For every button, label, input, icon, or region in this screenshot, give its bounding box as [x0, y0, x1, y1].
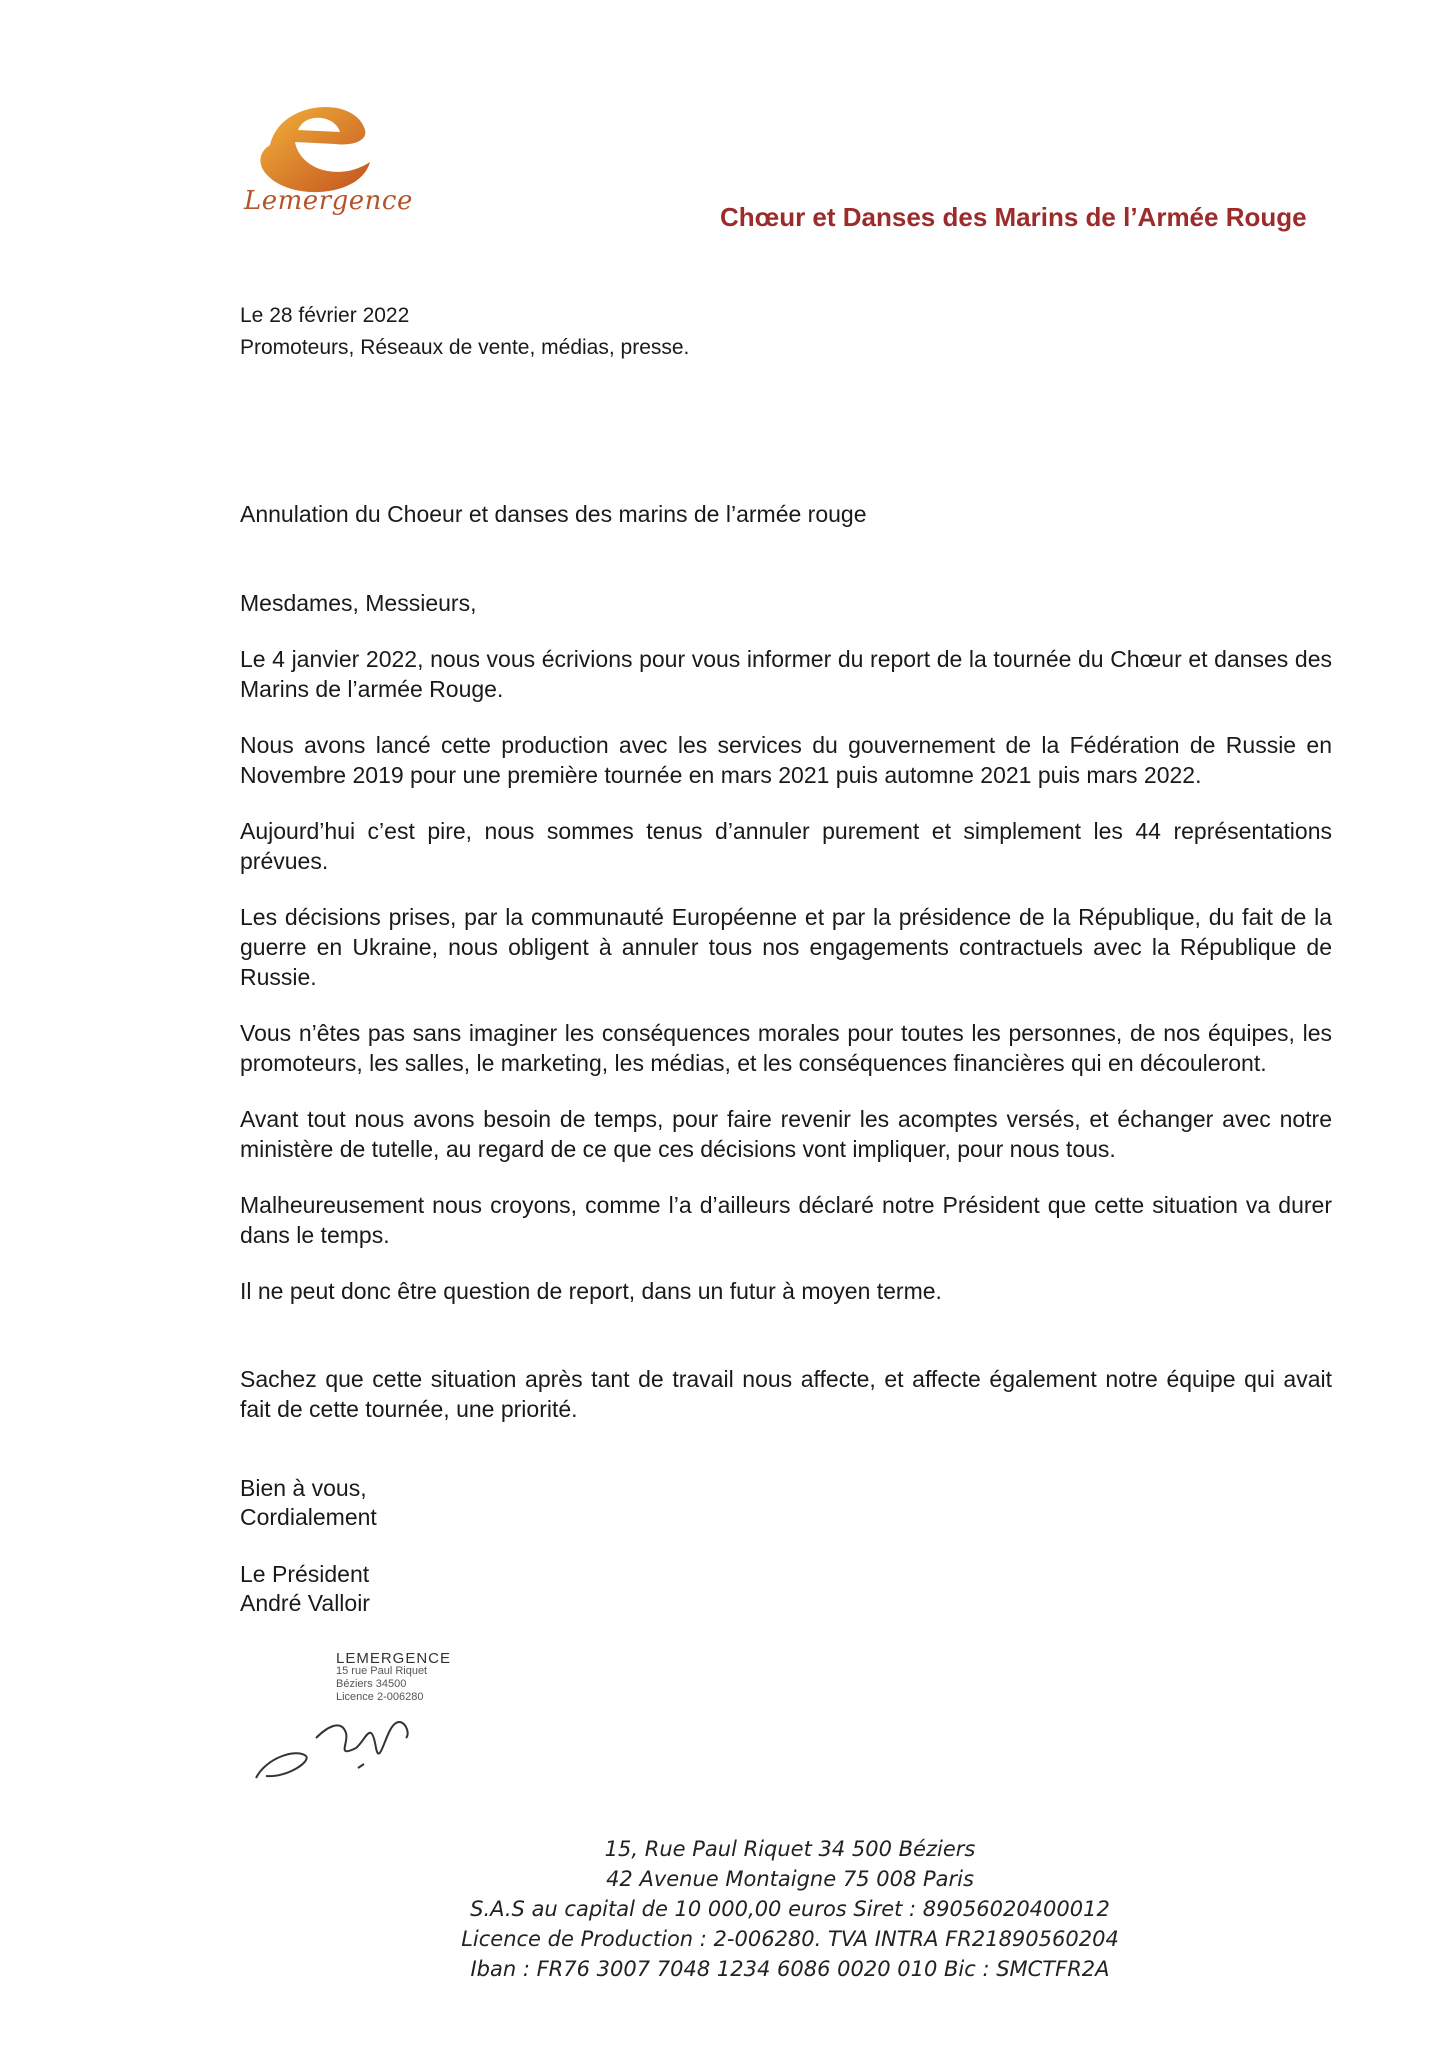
paragraph-5: Vous n’êtes pas sans imaginer les conséquences morales pour toutes les personnes, de nos équipes, les promoteurs, les salles, le marketing, les médias, et les conséquences financières qui en découleront. [240, 1020, 1332, 1076]
footer-company-info: S.A.S au capital de 10 000,00 euros Siret : 89056020400012 [470, 1897, 1110, 1921]
paragraph-1: Le 4 janvier 2022, nous vous écrivions pour vous informer du report de la tournée du Chœur et danses des Marins de l’armée Rouge. [240, 646, 1332, 702]
salutation: Mesdames, Messieurs, [240, 590, 477, 616]
stamp-title: LEMERGENCE [336, 1650, 452, 1667]
closing-line-1: Bien à vous, [240, 1475, 367, 1501]
paragraph-6: Avant tout nous avons besoin de temps, pour faire revenir les acomptes versés, et échanger avec notre ministère de tutelle, au regard de ce que ces décisions vont impliquer, pour nous tous. [240, 1106, 1332, 1162]
footer-licence-tva: Licence de Production : 2-006280. TVA INTRA FR21890560204 [461, 1927, 1119, 1951]
signatory-role: Le Président [240, 1561, 370, 1587]
letter-date: Le 28 février 2022 [240, 304, 410, 327]
letterhead-title: Chœur et Danses des Marins de l’Armée Rouge [720, 202, 1307, 232]
paragraph-8: Il ne peut donc être question de report, dans un futur à moyen terme. [240, 1278, 942, 1304]
stamp-line-1: 15 rue Paul Riquet [336, 1665, 428, 1677]
paragraph-7: Malheureusement nous croyons, comme l’a d’ailleurs déclaré notre Président que cette situation va durer dans le temps. [240, 1192, 1332, 1248]
paragraph-2: Nous avons lancé cette production avec les services du gouvernement de la Fédération de Russie en Novembre 2019 pour une première tournée en mars 2021 puis automne 2021 puis mars 2022. [240, 732, 1332, 788]
stamp-line-2: Béziers 34500 [336, 1678, 407, 1690]
date-block [240, 300, 689, 364]
letter-recipients: Promoteurs, Réseaux de vente, médias, presse. [240, 336, 690, 359]
letter-body [240, 588, 1332, 1450]
footer-address-2: 42 Avenue Montaigne 75 008 Paris [606, 1867, 974, 1891]
stamp-line-3: Licence 2-006280 [336, 1691, 424, 1703]
closing [240, 1474, 377, 1532]
paragraph-3: Aujourd’hui c’est pire, nous sommes tenus d’annuler purement et simplement les 44 représentations prévues. [240, 818, 1332, 874]
paragraph-4: Les décisions prises, par la communauté Européenne et par la présidence de la République, du fait de la guerre en Ukraine, nous obligent à annuler tous nos engagements contractuels avec la République de Russie. [240, 904, 1332, 990]
signatory [240, 1560, 370, 1618]
logo-wordmark: Lemergence [244, 186, 413, 216]
closing-line-2: Cordialement [240, 1504, 377, 1530]
letter-footer [440, 1834, 1140, 1984]
footer-bank: Iban : FR76 3007 7048 1234 6086 0020 010 Bic : SMCTFR2A [470, 1957, 1110, 1981]
footer-address-1: 15, Rue Paul Riquet 34 500 Béziers [604, 1837, 976, 1861]
handwritten-signature-icon [246, 1678, 466, 1788]
paragraph-9: Sachez que cette situation après tant de travail nous affecte, et affecte également notre équipe qui avait fait de cette tournée, une priorité. [240, 1366, 1332, 1422]
letter-subject: Annulation du Choeur et danses des marins de l’armée rouge [240, 501, 867, 527]
signatory-name: André Valloir [240, 1590, 370, 1616]
